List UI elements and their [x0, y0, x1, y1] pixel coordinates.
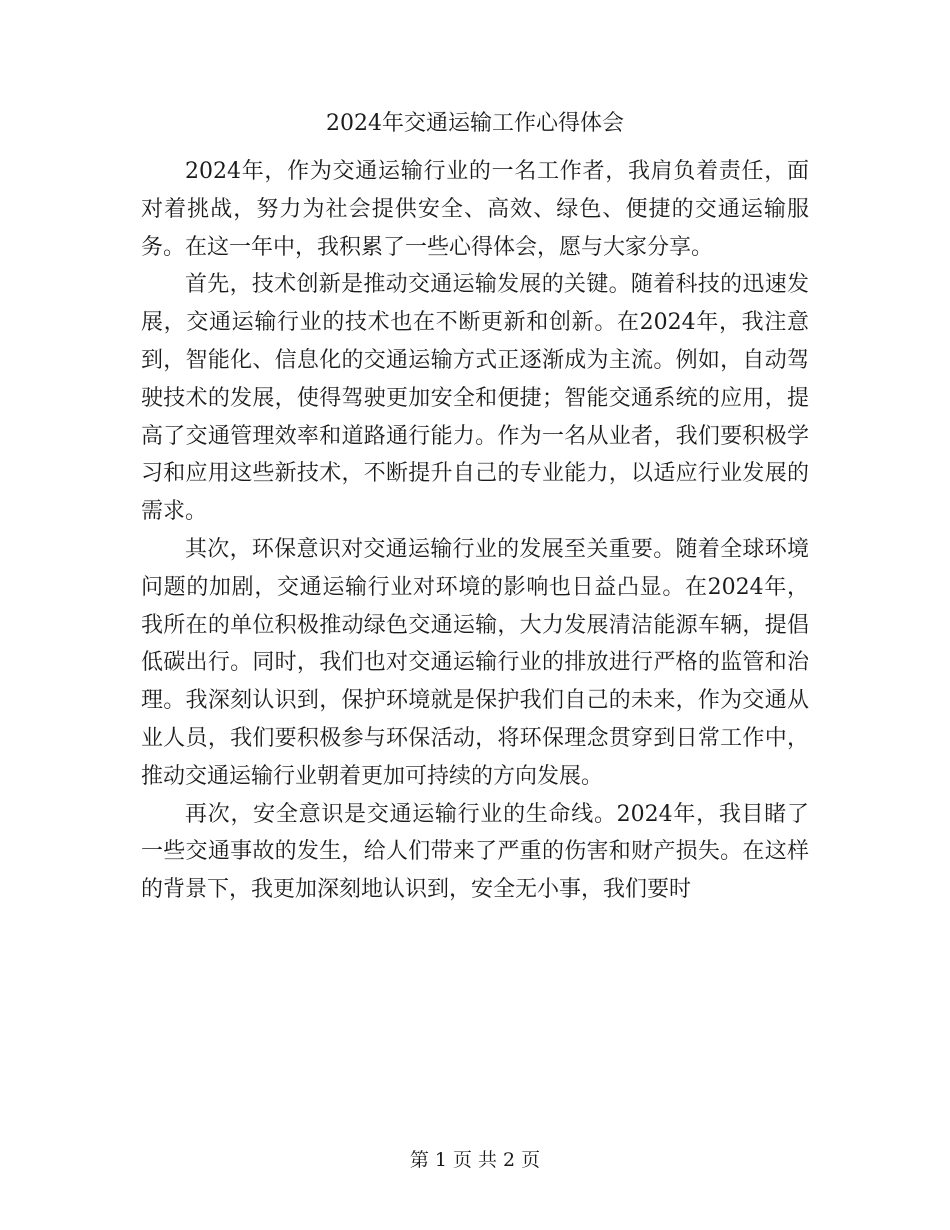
- paragraph-technology: 首先，技术创新是推动交通运输发展的关键。随着科技的迅速发展，交通运输行业的技术也在不断更新和创新。在2024年，我注意到，智能化、信息化的交通运输方式正逐渐成为主流。例如，自动驾驶技术的发展，使得驾驶更加安全和便捷；智能交通系统的应用，提高了交通管理效率和道路通行能力。作为一名从业者，我们要积极学习和应用这些新技术，不断提升自己的专业能力，以适应行业发展的需求。: [141, 272, 809, 525]
- paragraph-environment: 其次，环保意识对交通运输行业的发展至关重要。随着全球环境问题的加剧，交通运输行业对环境的影响也日益凸显。在2024年，我所在的单位积极推动绿色交通运输，大力发展清洁能源车辆，提倡低碳出行。同时，我们也对交通运输行业的排放进行严格的监管和治理。我深刻认识到，保护环境就是保护我们自己的未来，作为交通从业人员，我们要积极参与环保活动，将环保理念贯穿到日常工作中，推动交通运输行业朝着更加可持续的方向发展。: [141, 536, 809, 789]
- document-title: 2024年交通运输工作心得体会: [326, 111, 624, 136]
- paragraph-safety: 再次，安全意识是交通运输行业的生命线。2024年，我目睹了一些交通事故的发生，给人们带来了严重的伤害和财产损失。在这样的背景下，我更加深刻地认识到，安全无小事，我们要时: [141, 801, 809, 903]
- paragraph-intro: 2024年，作为交通运输行业的一名工作者，我肩负着责任，面对着挑战，努力为社会提供安全、高效、绿色、便捷的交通运输服务。在这一年中，我积累了一些心得体会，愿与大家分享。: [141, 159, 809, 260]
- document-body: [141, 153, 809, 909]
- page-number-footer: 第 1 页 共 2 页: [409, 1149, 541, 1171]
